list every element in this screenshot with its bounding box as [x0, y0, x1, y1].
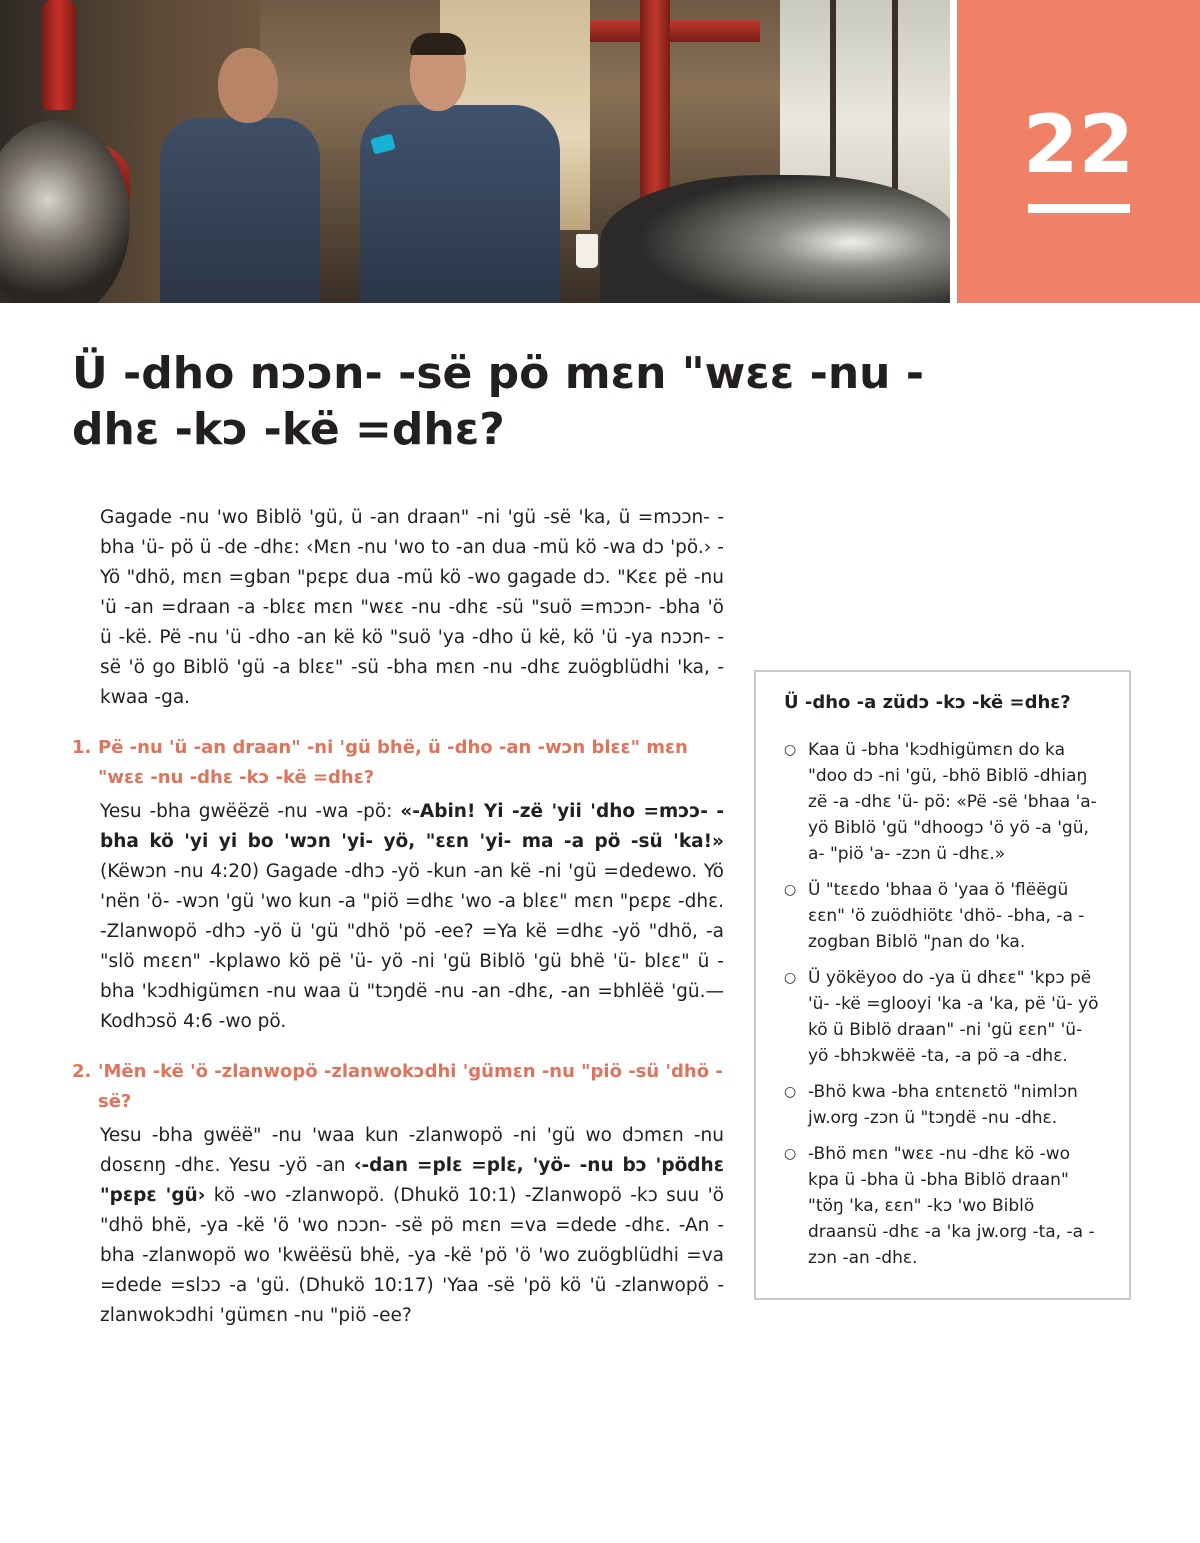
circle-bullet-icon: ○ [784, 1146, 797, 1162]
list-item-text: -Bhö kwa -bha ɛntɛnɛtö "nimlɔn jw.org -zɔn ü "tɔŋdë -nu -dhɛ. [808, 1082, 1078, 1128]
intro-paragraph: Gagade -nu 'wo Biblö 'gü, ü -an draan" -ni 'gü -së 'ka, ü =mɔɔn- -bha 'ü- pö ü -de -dhɛ: ‹Mɛn -nu 'wo to -an dua -mü kö -wa dɔ 'pö.› -Yö "dhö, mɛn =gban "pɛpɛ dua -mü kö -wo gagade dɔ. "Kɛɛ pë -nu 'ü -an =draan -a -blɛɛ mɛn "wɛɛ -nu -dhɛ -sü "suö =mɔɔn- -bha 'ö ü -kë. Pë -nu 'ü -dho -an kë kö "suö 'ya -dho ü kë, kö 'ü -ya nɔɔn- -së 'ö go Biblö 'gü -a blɛɛ" -sü -bha mɛn -nu -dhɛ zuögblüdhi 'ka, -kwaa -ga. [100, 507, 724, 708]
motorcycle-right [600, 175, 950, 303]
circle-bullet-icon: ○ [784, 1084, 797, 1100]
list-item-text: -Bhö mɛn "wɛɛ -nu -dhɛ kö -wo kpa ü -bha ü -bha Biblö draan" "töŋ 'ka, ɛɛn" -kɔ 'wo Biblö draansü -dhɛ -a 'ka jw.org -ta, -a -zɔn -an -dhɛ. [808, 1144, 1095, 1268]
chapter-tab [957, 0, 1200, 303]
page-title: Ü -dho nɔɔn- -së pö mɛn "wɛɛ -nu -dhɛ -kɔ -kë =dhɛ? [72, 348, 925, 455]
car-lift-arm [590, 20, 760, 42]
circle-bullet-icon: ○ [784, 742, 797, 758]
list-item-text: Kaa ü -bha 'kɔdhigümɛn do ka "doo dɔ -ni 'gü, -bhö Biblö -dhiaŋ zë -a -dhɛ 'ü- pö: «Pë -së 'bhaa 'a- yö Biblö 'gü "dhoogɔ 'ö yö -a 'gü, a- "piö 'a- -zɔn ü -dhɛ.» [808, 740, 1097, 864]
list-item [784, 965, 1103, 1069]
answer-2 [72, 1121, 724, 1331]
list-item-text: Ü "tɛɛdo 'bhaa ö 'yaa ö 'flëëgü ɛɛn" 'ö zuödhiötɛ 'dhö- -bha, -a -zogban Biblö "ɲan do 'ka. [808, 880, 1085, 952]
coffee-cup-shape [576, 234, 598, 268]
sidebar-box [754, 670, 1131, 1300]
list-item [784, 737, 1103, 867]
chapter-number: 22 [1022, 98, 1135, 191]
older-mechanic [160, 48, 310, 303]
question-text: Pë -nu 'ü -an draan" -ni 'gü bhë, ü -dho -an -wɔn blɛɛ" mɛn "wɛɛ -nu -dhɛ -kɔ -kë =dhɛ? [98, 737, 688, 788]
circle-bullet-icon: ○ [784, 882, 797, 898]
answer-text: Yesu -bha gwëë" -nu 'waa kun -zlanwopö -ni 'gü wo dɔmɛn -nu dosɛnŋ -dhɛ. Yesu -yö -an [100, 1125, 724, 1176]
answer-quote: ‹-dan =plɛ =plɛ, 'yö- -nu bɔ 'pödhɛ "pɛpɛ 'gü› [100, 1155, 724, 1206]
answer-text: Yesu -bha gwëëzë -nu -wa -pö: [100, 801, 401, 822]
list-item [784, 877, 1103, 955]
chapter-rule [1028, 204, 1130, 213]
question-number: 1. [72, 737, 92, 758]
mechanic-body [160, 118, 320, 303]
header-photo [0, 0, 950, 303]
fire-extinguisher-shape [42, 0, 76, 110]
list-item [784, 1079, 1103, 1131]
younger-mechanic [350, 35, 560, 303]
answer-1 [72, 797, 724, 1037]
answer-text: kö -wo -zlanwopö. (Dhukö 10:1) -Zlanwopö -kɔ suu 'ö "dhö bhë, -ya -kë 'ö 'wo nɔɔn- -së pö mɛn =va =dede -dhɛ. -An -bha -zlanwopö wo 'kwëësü bhë, -ya -kë 'pö 'ö 'wo zuögblüdhi =va =dede =slɔɔ -a 'gü. (Dhukö 10:17) 'Yaa -së 'pö kö 'ü -zlanwopö -zlanwokɔdhi 'gümɛn -nu "piö -ee? [100, 1185, 724, 1326]
question-1 [72, 733, 724, 793]
circle-bullet-icon: ○ [784, 970, 797, 986]
list-item [784, 1141, 1103, 1271]
mechanic-hair [410, 33, 466, 55]
question-number: 2. [72, 1061, 92, 1082]
answer-quote: «-Abin! Yi -zë 'yii 'dho =mɔɔ- -bha kö 'yi yi bo 'wɔn 'yi- yö, "ɛɛn 'yi- ma -a pö -sü 'ka!» [100, 801, 724, 852]
question-text: 'Mën -kë 'ö -zlanwopö -zlanwokɔdhi 'gümɛn -nu "piö -sü 'dhö -së? [98, 1061, 723, 1112]
article-body [72, 503, 724, 1331]
mechanic-head [218, 48, 278, 123]
question-2 [72, 1057, 724, 1117]
sidebar-list [784, 737, 1103, 1271]
list-item-text: Ü yökëyoo do -ya ü dhɛɛ" 'kpɔ pë 'ü- -kë =glooyi 'ka -a 'ka, pë 'ü- yö kö ü Biblö draan" -ni 'gü ɛɛn" 'ü- yö -bhɔkwëë -ta, -a pö -a -dhɛ. [808, 968, 1099, 1066]
answer-text: (Këwɔn -nu 4:20) Gagade -dhɔ -yö -kun -an kë -ni 'gü =dedewo. Yö 'nën 'ö- -wɔn 'gü 'wo kun -a "piö =dhɛ 'wo -a blɛɛ" mɛn "pɛpɛ -dhɛ. -Zlanwopö -dhɔ -yö ü 'gü "dhö 'pö -ee? =Ya kë =dhɛ -yö "dhö, -a "slö mɛɛn" -kplawo kö pë 'ü- yö -ni 'gü Biblö 'gü bhë 'ü- blɛɛ" ü -bha 'kɔdhigümɛn -nu waa ü "tɔŋdë -nu -an -dhɛ, -an =bhlëë 'gü.—Kodhɔsö 4:6 -wo pö. [100, 861, 724, 1032]
sidebar-title: Ü -dho -a züdɔ -kɔ -kë =dhɛ? [784, 692, 1071, 713]
